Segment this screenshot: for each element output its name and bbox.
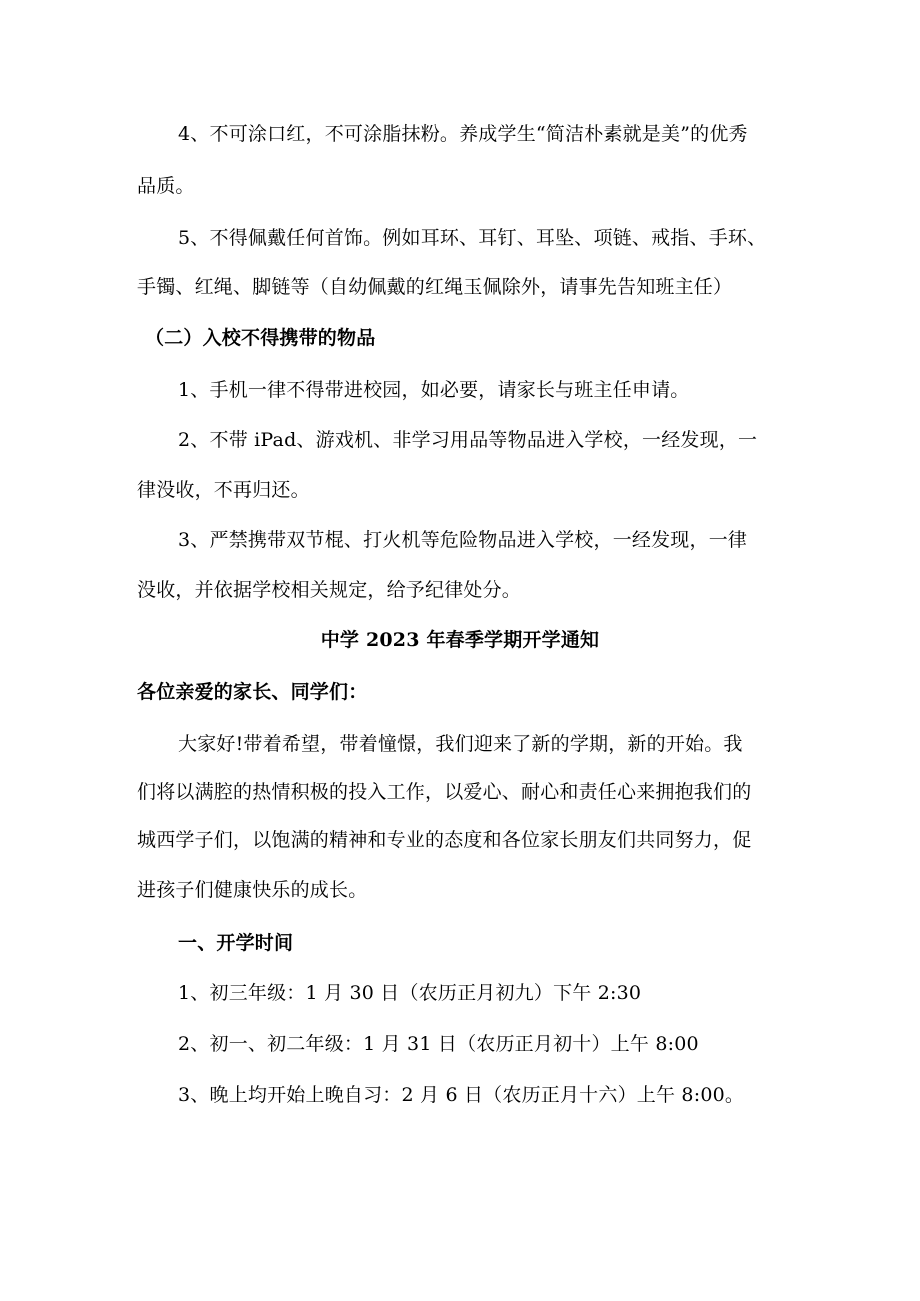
section-2-item-2-line-2: 律没收，不再归还。 [137, 479, 310, 501]
notice-intro-line-3: 城西学子们，以饱满的精神和专业的态度和各位家长朋友们共同努力，促 [137, 829, 752, 851]
section-2-item-3-line-2: 没收，并依据学校相关规定，给予纪律处分。 [137, 579, 522, 601]
rule-5-line-1: 5、不得佩戴任何首饰。例如耳环、耳钉、耳坠、项链、戒指、手环、 [178, 227, 767, 249]
rule-5-line-2: 手镯、红绳、脚链等（自幼佩戴的红绳玉佩除外，请事先告知班主任） [137, 276, 733, 298]
section-2-heading: （二）入校不得携带的物品 [145, 327, 376, 349]
section-2-item-3-line-1: 3、严禁携带双节棍、打火机等危险物品进入学校，一经发现，一律 [178, 529, 748, 551]
notice-section-1-heading: 一、开学时间 [178, 932, 294, 954]
notice-intro-line-1: 大家好!带着希望，带着憧憬，我们迎来了新的学期，新的开始。我 [178, 733, 743, 755]
notice-intro-line-4: 进孩子们健康快乐的成长。 [137, 879, 368, 901]
notice-greeting: 各位亲爱的家长、同学们： [137, 681, 368, 703]
section-2-item-2-line-1: 2、不带 iPad、游戏机、非学习用品等物品进入学校，一经发现，一 [178, 429, 758, 451]
notice-section-1-item-1: 1、初三年级：1 月 30 日（农历正月初九）下午 2:30 [178, 982, 642, 1004]
section-2-item-1: 1、手机一律不得带进校园，如必要，请家长与班主任申请。 [178, 379, 690, 401]
notice-section-1-item-3: 3、晚上均开始上晚自习：2 月 6 日（农历正月十六）上午 8:00。 [178, 1084, 745, 1106]
notice-title: 中学 2023 年春季学期开学通知 [320, 629, 600, 651]
notice-section-1-item-2: 2、初一、初二年级：1 月 31 日（农历正月初十）上午 8:00 [178, 1033, 699, 1055]
notice-intro-line-2: 们将以满腔的热情积极的投入工作，以爱心、耐心和责任心来拥抱我们的 [137, 781, 752, 803]
rule-4-line-2: 品质。 [137, 175, 195, 197]
rule-4-line-1: 4、不可涂口红，不可涂脂抹粉。养成学生“简洁朴素就是美”的优秀 [178, 123, 748, 145]
